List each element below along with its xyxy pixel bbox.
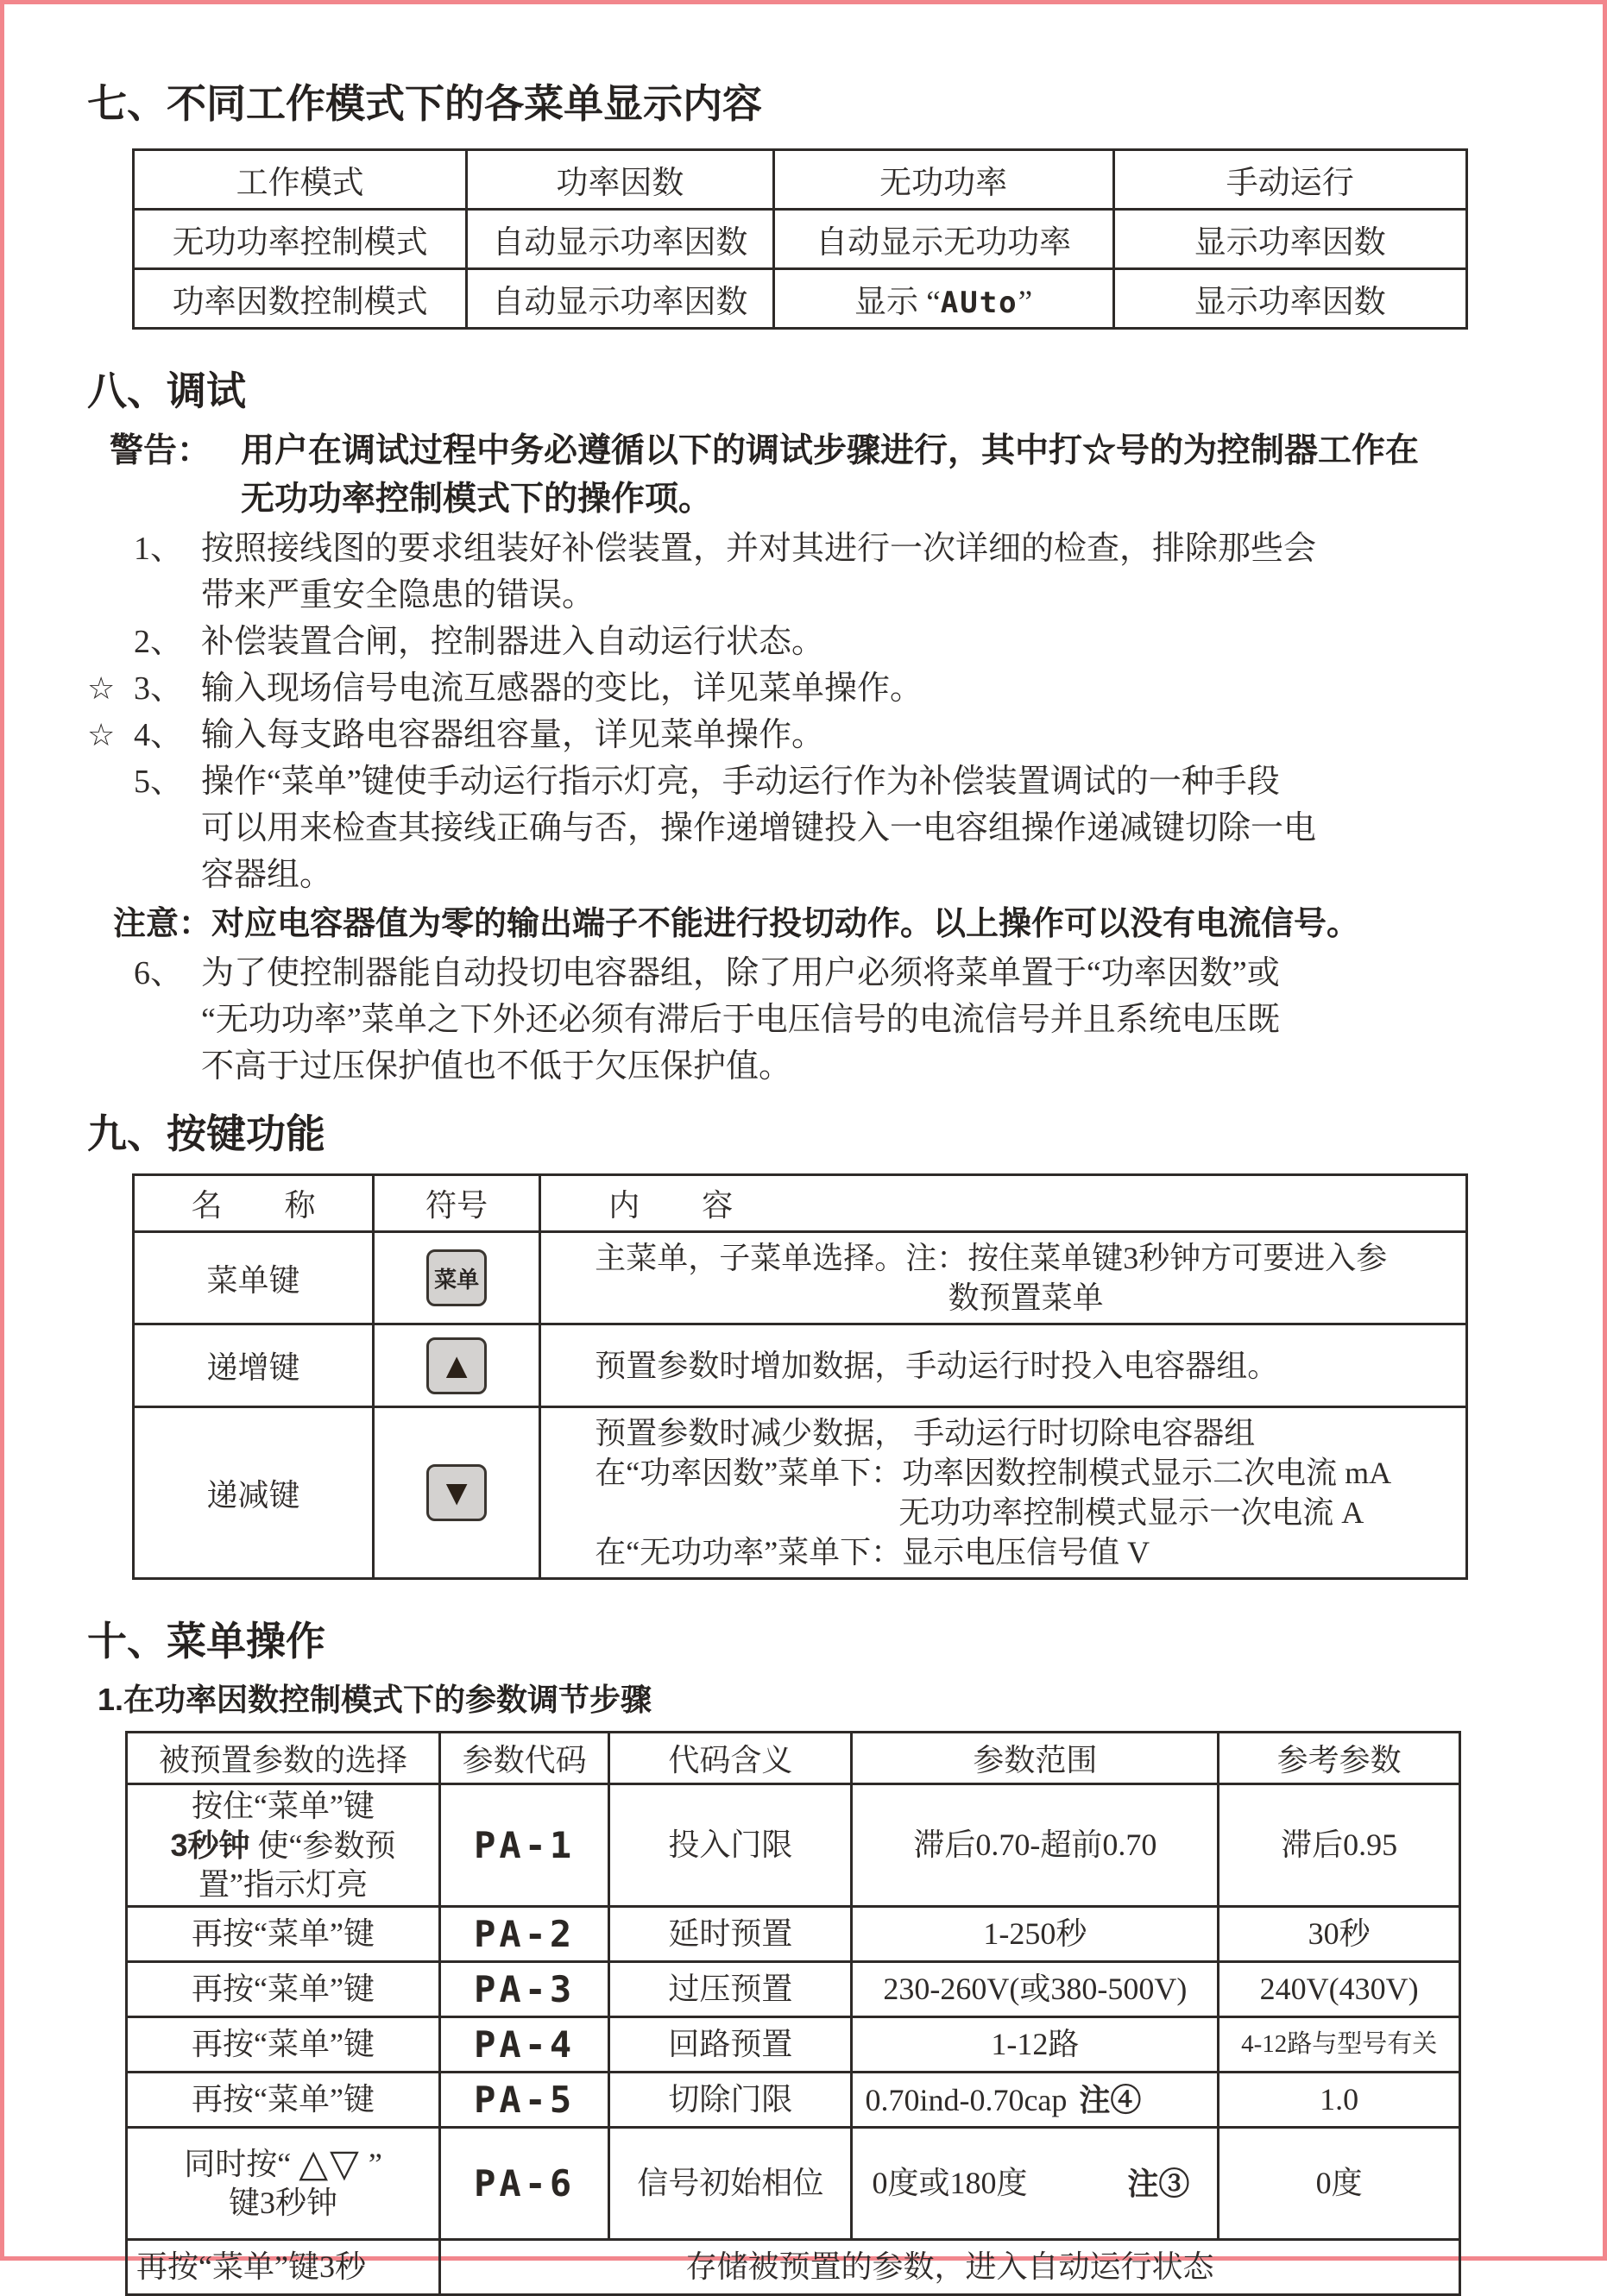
list-line: 输入现场信号电流互感器的变比，详见菜单操作。 — [201, 670, 923, 707]
table-row — [127, 2017, 1460, 2073]
section8-title: 八、调试 — [87, 368, 246, 413]
key-description-cell — [540, 1324, 1467, 1407]
store-result-cell: 存储被预置的参数，进入自动运行状态 — [440, 2240, 1460, 2295]
key-description-cell — [540, 1232, 1467, 1324]
menu-key-label: 菜单 — [434, 1266, 480, 1293]
reference-param-cell: 0度 — [1219, 2128, 1460, 2240]
list-line: 输入每支路电容器组容量，详见菜单操作。 — [201, 717, 825, 753]
param-code-cell: PA-1 — [440, 1784, 609, 1907]
warning-block — [110, 427, 1501, 524]
param-code-cell: PA-5 — [440, 2073, 609, 2128]
star-icon: ☆ — [87, 671, 116, 706]
table-header-cell: 代码含义 — [609, 1733, 852, 1784]
table-header-cell: 内 容 — [540, 1175, 1467, 1232]
table-header-cell: 符号 — [374, 1175, 540, 1232]
table-cell: 自动显示功率因数 — [467, 210, 773, 269]
key-symbol-cell — [374, 1324, 540, 1407]
list-line: “无功功率”菜单之下外还必须有滞后于电压信号的电流信号并且系统电压既 — [201, 1002, 1280, 1038]
description-line: 预置参数时减少数据， 手动运行时切除电容器组 — [595, 1416, 1256, 1450]
code-meaning-cell: 信号初始相位 — [609, 2128, 852, 2240]
notice-text: 注意：对应电容器值为零的输出端子不能进行投切动作。以上操作可以没有电流信号。 — [113, 906, 1360, 942]
select-step-text: 同时按“ — [184, 2147, 299, 2181]
table-header-cell: 工作模式 — [134, 150, 467, 210]
range-text: 0度或180度 — [872, 2166, 1028, 2200]
list-number: 5、 — [134, 764, 184, 800]
select-step-cell: 再按“菜单”键 — [127, 1962, 440, 2017]
table-header-cell: 参考参数 — [1219, 1733, 1460, 1784]
select-step-line — [133, 2144, 433, 2184]
param-code-cell: PA-4 — [440, 2017, 609, 2073]
description-line: 在“无功功率”菜单下：显示电压信号值 V — [595, 1535, 1150, 1569]
debug-steps-list — [87, 525, 1501, 1090]
key-name-cell: 菜单键 — [134, 1232, 374, 1324]
list-item — [87, 712, 1501, 758]
code-meaning-cell: 投入门限 — [609, 1784, 852, 1907]
description-line: 在“功率因数”菜单下：功率因数控制模式显示二次电流 mA — [595, 1456, 1392, 1490]
star-icon — [87, 619, 134, 665]
table-cell: 自动显示功率因数 — [467, 269, 773, 329]
code-meaning-cell: 切除门限 — [609, 2073, 852, 2128]
select-step-text: ” — [360, 2147, 382, 2181]
select-step-cell: 再按“菜单”键 — [127, 2017, 440, 2073]
section10-title: 十、菜单操作 — [87, 1619, 325, 1664]
star-icon — [87, 758, 134, 898]
table-cell — [773, 269, 1113, 329]
note-marker: 注④ — [1079, 2081, 1142, 2117]
list-line: 补偿装置合闸，控制器进入自动运行状态。 — [201, 624, 825, 660]
param-range-cell — [852, 2128, 1219, 2240]
table-row — [127, 2128, 1460, 2240]
list-number: 6、 — [134, 955, 184, 991]
star-icon: ☆ — [87, 718, 116, 752]
table-header-cell: 无功功率 — [773, 150, 1113, 210]
seven-segment-display-text: AUto — [940, 286, 1018, 320]
star-icon — [87, 950, 134, 1090]
param-range-cell: 1-250秒 — [852, 1907, 1219, 1962]
up-down-outline-triangles-icon: △▽ — [299, 2142, 361, 2185]
reference-param-cell: 30秒 — [1219, 1907, 1460, 1962]
code-meaning-cell: 过压预置 — [609, 1962, 852, 2017]
warning-text — [241, 427, 1419, 524]
list-text — [201, 950, 1501, 1090]
key-name-cell: 递增键 — [134, 1324, 374, 1407]
list-number: 4、 — [134, 717, 184, 753]
select-step-line: 按住“菜单”键 — [192, 1788, 375, 1823]
list-number: 3、 — [134, 670, 184, 707]
table-row — [134, 1232, 1467, 1324]
code-meaning-cell: 延时预置 — [609, 1907, 852, 1962]
param-code-cell: PA-6 — [440, 2128, 609, 2240]
hold-time-emphasis: 3秒钟 — [170, 1827, 250, 1863]
warning-line: 无功功率控制模式下的操作项。 — [241, 481, 713, 518]
table-header-row — [134, 1175, 1467, 1232]
menu-operation-table — [125, 1731, 1461, 2296]
select-step-cell — [127, 2128, 440, 2240]
decrease-key-button — [426, 1464, 487, 1521]
warning-label: 警告： — [110, 432, 211, 469]
table-cell: 自动显示无功功率 — [773, 210, 1113, 269]
list-item — [87, 525, 1501, 619]
table-row — [134, 269, 1467, 329]
list-text — [201, 525, 1501, 619]
select-step-line — [133, 1826, 433, 1865]
list-line: 操作“菜单”键使手动运行指示灯亮，手动运行作为补偿装置调试的一种手段 — [201, 764, 1280, 800]
key-name-cell: 递减键 — [134, 1407, 374, 1579]
param-range-cell — [852, 2073, 1219, 2128]
table-header-cell: 被预置参数的选择 — [127, 1733, 440, 1784]
select-step-cell — [127, 1784, 440, 1907]
param-code-cell: PA-2 — [440, 1907, 609, 1962]
mode-display-table — [132, 148, 1468, 330]
table-header-cell: 功率因数 — [467, 150, 773, 210]
key-symbol-cell — [374, 1232, 540, 1324]
param-code-cell: PA-3 — [440, 1962, 609, 2017]
list-line: 不高于过压保护值也不低于欠压保护值。 — [201, 1048, 792, 1085]
description-line: 数预置菜单 — [948, 1280, 1104, 1315]
table-row — [127, 2240, 1460, 2295]
increase-key-button — [426, 1337, 487, 1394]
table-row — [134, 1407, 1467, 1579]
select-step-cell: 再按“菜单”键 — [127, 2073, 440, 2128]
table-header-row — [127, 1733, 1460, 1784]
table-row — [127, 1962, 1460, 2017]
list-line: 带来严重安全隐患的错误。 — [201, 577, 596, 613]
select-step-text: 使“参数预 — [249, 1827, 396, 1863]
list-text — [201, 619, 1501, 665]
description-line: 无功功率控制模式显示一次电流 A — [898, 1495, 1364, 1530]
select-step-cell: 再按“菜单”键 — [127, 1907, 440, 1962]
down-triangle-icon: ▼ — [438, 1472, 475, 1513]
reference-param-cell: 滞后0.95 — [1219, 1784, 1460, 1907]
table-header-cell: 参数范围 — [852, 1733, 1219, 1784]
list-line: 按照接线图的要求组装好补偿装置，并对其进行一次详细的检查，排除那些会 — [201, 531, 1317, 567]
reference-param-cell: 240V(430V) — [1219, 1962, 1460, 2017]
reference-param-cell: 4-12路与型号有关 — [1219, 2017, 1460, 2073]
note-marker: 注③ — [1127, 2166, 1190, 2201]
list-line: 容器组。 — [201, 857, 333, 893]
section7-title: 七、不同工作模式下的各菜单显示内容 — [87, 81, 762, 126]
range-text: 0.70ind-0.70cap — [865, 2082, 1068, 2117]
display-label: 显示 “ — [854, 285, 941, 320]
up-triangle-icon: ▲ — [438, 1344, 475, 1386]
list-line: 为了使控制器能自动投切电容器组，除了用户必须将菜单置于“功率因数”或 — [201, 955, 1280, 991]
table-header-cell: 参数代码 — [440, 1733, 609, 1784]
star-icon — [87, 525, 134, 619]
list-item — [87, 665, 1501, 712]
key-description-cell — [540, 1407, 1467, 1579]
table-cell: 显示功率因数 — [1113, 210, 1466, 269]
select-step-cell: 再按“菜单”键3秒 — [127, 2240, 440, 2295]
list-item — [87, 758, 1501, 898]
table-cell: 功率因数控制模式 — [134, 269, 467, 329]
key-function-table — [132, 1173, 1468, 1580]
table-header-cell: 名 称 — [134, 1175, 374, 1232]
table-row — [127, 1907, 1460, 1962]
description-line: 预置参数时增加数据，手动运行时投入电容器组。 — [595, 1348, 1279, 1383]
list-text — [201, 758, 1501, 898]
key-symbol-cell — [374, 1407, 540, 1579]
select-step-line: 键3秒钟 — [229, 2186, 338, 2220]
table-cell: 显示功率因数 — [1113, 269, 1466, 329]
list-text — [201, 712, 1501, 758]
list-line: 可以用来检查其接线正确与否，操作递增键投入一电容组操作递减键切除一电 — [201, 810, 1317, 846]
table-row — [134, 210, 1467, 269]
param-range-cell: 1-12路 — [852, 2017, 1219, 2073]
reference-param-cell: 1.0 — [1219, 2073, 1460, 2128]
table-row — [134, 1324, 1467, 1407]
list-number: 2、 — [134, 624, 184, 660]
table-cell: 无功功率控制模式 — [134, 210, 467, 269]
list-text — [201, 665, 1501, 712]
table-header-row — [134, 150, 1467, 210]
select-step-line: 置”指示灯亮 — [199, 1866, 369, 1902]
description-line: 主菜单，子菜单选择。注：按住菜单键3秒钟方可要进入参 — [595, 1241, 1388, 1275]
param-range-cell: 滞后0.70-超前0.70 — [852, 1784, 1219, 1907]
section10-subtitle: 1.在功率因数控制模式下的参数调节步骤 — [98, 1682, 652, 1717]
table-header-cell: 手动运行 — [1113, 150, 1466, 210]
list-item — [87, 619, 1501, 665]
section9-title: 九、按键功能 — [87, 1111, 325, 1156]
warning-line: 用户在调试过程中务必遵循以下的调试步骤进行，其中打☆号的为控制器工作在 — [241, 432, 1420, 469]
display-label: ” — [1018, 285, 1033, 320]
code-meaning-cell: 回路预置 — [609, 2017, 852, 2073]
table-row — [127, 2073, 1460, 2128]
list-number: 1、 — [134, 531, 184, 567]
list-item — [87, 950, 1501, 1090]
menu-key-button — [426, 1249, 487, 1306]
param-range-cell: 230-260V(或380-500V) — [852, 1962, 1219, 2017]
table-row — [127, 1784, 1460, 1907]
